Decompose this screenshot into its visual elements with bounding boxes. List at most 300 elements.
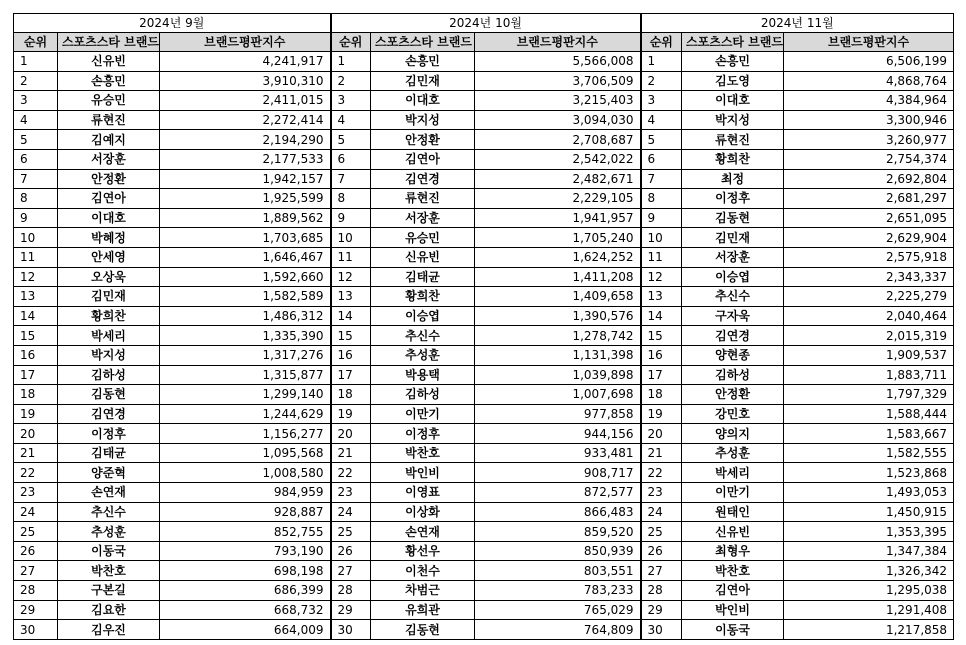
brand-name-cell: 박찬호 xyxy=(682,561,784,581)
rank-cell: 21 xyxy=(14,443,58,463)
brand-name-cell: 추신수 xyxy=(58,502,160,522)
brand-index-cell: 908,717 xyxy=(475,463,641,483)
brand-name-cell: 이정후 xyxy=(58,424,160,444)
brand-index-cell: 1,583,667 xyxy=(784,424,954,444)
brand-index-cell: 4,241,917 xyxy=(160,52,331,72)
rank-cell: 15 xyxy=(14,326,58,346)
brand-name-cell: 박인비 xyxy=(371,463,475,483)
brand-name-cell: 김하성 xyxy=(371,385,475,405)
brand-index-cell: 2,629,904 xyxy=(784,228,954,248)
brand-name-cell: 김민재 xyxy=(682,228,784,248)
table-row xyxy=(14,189,954,209)
brand-name-cell: 양의지 xyxy=(682,424,784,444)
brand-name-cell: 원태인 xyxy=(682,502,784,522)
brand-ranking-sheet xyxy=(13,13,953,640)
rank-cell: 16 xyxy=(331,345,371,365)
rank-cell: 5 xyxy=(641,130,682,150)
ranking-table xyxy=(13,13,954,640)
table-row xyxy=(14,287,954,307)
table-row xyxy=(14,561,954,581)
brand-name-cell: 김연경 xyxy=(371,169,475,189)
brand-header: 스포츠스타 브랜드 xyxy=(371,33,475,52)
rank-cell: 8 xyxy=(14,189,58,209)
brand-index-cell: 1,592,660 xyxy=(160,267,331,287)
rank-cell: 4 xyxy=(14,110,58,130)
table-row xyxy=(14,424,954,444)
rank-cell: 25 xyxy=(14,522,58,542)
brand-index-cell: 1,925,599 xyxy=(160,189,331,209)
rank-cell: 18 xyxy=(14,385,58,405)
table-row xyxy=(14,463,954,483)
rank-cell: 29 xyxy=(331,600,371,620)
rank-cell: 29 xyxy=(14,600,58,620)
rank-cell: 24 xyxy=(641,502,682,522)
table-row xyxy=(14,404,954,424)
rank-cell: 25 xyxy=(641,522,682,542)
brand-name-cell: 박세리 xyxy=(682,463,784,483)
rank-cell: 3 xyxy=(14,91,58,111)
brand-index-cell: 1,156,277 xyxy=(160,424,331,444)
brand-name-cell: 손흥민 xyxy=(682,52,784,72)
brand-index-cell: 1,411,208 xyxy=(475,267,641,287)
brand-index-cell: 2,754,374 xyxy=(784,149,954,169)
brand-name-cell: 김연아 xyxy=(682,581,784,601)
rank-cell: 24 xyxy=(14,502,58,522)
brand-name-cell: 김동현 xyxy=(58,385,160,405)
brand-index-cell: 2,708,687 xyxy=(475,130,641,150)
rank-cell: 4 xyxy=(331,110,371,130)
rank-cell: 27 xyxy=(331,561,371,581)
brand-name-cell: 양준혁 xyxy=(58,463,160,483)
rank-cell: 1 xyxy=(14,52,58,72)
brand-name-cell: 박찬호 xyxy=(58,561,160,581)
brand-index-cell: 2,229,105 xyxy=(475,189,641,209)
brand-index-cell: 944,156 xyxy=(475,424,641,444)
brand-name-cell: 박지성 xyxy=(371,110,475,130)
rank-cell: 30 xyxy=(331,620,371,640)
brand-name-cell: 박지성 xyxy=(682,110,784,130)
table-row xyxy=(14,71,954,91)
brand-name-cell: 이대호 xyxy=(58,208,160,228)
brand-index-cell: 1,797,329 xyxy=(784,385,954,405)
table-row xyxy=(14,267,954,287)
brand-index-cell: 2,272,414 xyxy=(160,110,331,130)
brand-name-cell: 이천수 xyxy=(371,561,475,581)
brand-index-cell: 765,029 xyxy=(475,600,641,620)
rank-cell: 25 xyxy=(331,522,371,542)
brand-name-cell: 박세리 xyxy=(58,326,160,346)
brand-index-cell: 3,260,977 xyxy=(784,130,954,150)
brand-name-cell: 김동현 xyxy=(682,208,784,228)
brand-name-cell: 안정환 xyxy=(58,169,160,189)
brand-index-cell: 698,198 xyxy=(160,561,331,581)
rank-cell: 28 xyxy=(641,581,682,601)
rank-cell: 20 xyxy=(14,424,58,444)
brand-index-cell: 2,575,918 xyxy=(784,247,954,267)
table-row xyxy=(14,247,954,267)
brand-name-cell: 이대호 xyxy=(371,91,475,111)
brand-index-cell: 803,551 xyxy=(475,561,641,581)
brand-index-cell: 852,755 xyxy=(160,522,331,542)
brand-index-cell: 1,624,252 xyxy=(475,247,641,267)
brand-header: 스포츠스타 브랜드 xyxy=(682,33,784,52)
brand-name-cell: 이승엽 xyxy=(682,267,784,287)
brand-index-cell: 793,190 xyxy=(160,541,331,561)
brand-name-cell: 이상화 xyxy=(371,502,475,522)
rank-cell: 15 xyxy=(331,326,371,346)
brand-name-cell: 차범근 xyxy=(371,581,475,601)
brand-name-cell: 김요한 xyxy=(58,600,160,620)
rank-cell: 17 xyxy=(331,365,371,385)
brand-index-cell: 1,883,711 xyxy=(784,365,954,385)
rank-cell: 14 xyxy=(641,306,682,326)
brand-name-cell: 이대호 xyxy=(682,91,784,111)
brand-header: 스포츠스타 브랜드 xyxy=(58,33,160,52)
rank-cell: 22 xyxy=(14,463,58,483)
brand-index-cell: 1,317,276 xyxy=(160,345,331,365)
brand-index-cell: 1,347,384 xyxy=(784,541,954,561)
brand-name-cell: 신유빈 xyxy=(371,247,475,267)
table-row xyxy=(14,600,954,620)
rank-cell: 27 xyxy=(14,561,58,581)
table-row xyxy=(14,345,954,365)
brand-name-cell: 이정후 xyxy=(682,189,784,209)
brand-index-cell: 2,411,015 xyxy=(160,91,331,111)
brand-index-cell: 2,040,464 xyxy=(784,306,954,326)
brand-name-cell: 박인비 xyxy=(682,600,784,620)
brand-index-cell: 2,651,095 xyxy=(784,208,954,228)
brand-index-cell: 859,520 xyxy=(475,522,641,542)
rank-cell: 29 xyxy=(641,600,682,620)
table-row xyxy=(14,169,954,189)
rank-cell: 3 xyxy=(331,91,371,111)
rank-cell: 23 xyxy=(331,483,371,503)
rank-cell: 27 xyxy=(641,561,682,581)
brand-name-cell: 황희찬 xyxy=(682,149,784,169)
brand-name-cell: 김연아 xyxy=(371,149,475,169)
table-row xyxy=(14,228,954,248)
rank-cell: 22 xyxy=(331,463,371,483)
brand-name-cell: 이동국 xyxy=(58,541,160,561)
rank-cell: 20 xyxy=(641,424,682,444)
brand-index-cell: 1,315,877 xyxy=(160,365,331,385)
brand-index-cell: 1,008,580 xyxy=(160,463,331,483)
brand-name-cell: 최형우 xyxy=(682,541,784,561)
brand-index-cell: 5,566,008 xyxy=(475,52,641,72)
rank-cell: 26 xyxy=(331,541,371,561)
brand-index-cell: 3,094,030 xyxy=(475,110,641,130)
brand-index-cell: 872,577 xyxy=(475,483,641,503)
rank-cell: 12 xyxy=(331,267,371,287)
brand-index-cell: 2,177,533 xyxy=(160,149,331,169)
brand-index-cell: 1,941,957 xyxy=(475,208,641,228)
brand-name-cell: 서장훈 xyxy=(58,149,160,169)
rank-cell: 2 xyxy=(331,71,371,91)
brand-name-cell: 강민호 xyxy=(682,404,784,424)
brand-name-cell: 손연재 xyxy=(58,483,160,503)
table-row xyxy=(14,326,954,346)
brand-index-cell: 3,910,310 xyxy=(160,71,331,91)
table-row xyxy=(14,149,954,169)
brand-name-cell: 박용택 xyxy=(371,365,475,385)
rank-cell: 20 xyxy=(331,424,371,444)
rank-cell: 28 xyxy=(331,581,371,601)
rank-cell: 16 xyxy=(14,345,58,365)
rank-cell: 28 xyxy=(14,581,58,601)
rank-cell: 10 xyxy=(641,228,682,248)
brand-index-cell: 1,409,658 xyxy=(475,287,641,307)
month-title-row xyxy=(14,14,954,33)
rank-cell: 22 xyxy=(641,463,682,483)
brand-name-cell: 김우진 xyxy=(58,620,160,640)
brand-name-cell: 추성훈 xyxy=(682,443,784,463)
brand-name-cell: 오상욱 xyxy=(58,267,160,287)
table-row xyxy=(14,306,954,326)
rank-cell: 19 xyxy=(14,404,58,424)
rank-cell: 14 xyxy=(331,306,371,326)
brand-index-cell: 1,217,858 xyxy=(784,620,954,640)
rank-cell: 13 xyxy=(331,287,371,307)
brand-index-cell: 764,809 xyxy=(475,620,641,640)
rank-cell: 18 xyxy=(331,385,371,405)
brand-name-cell: 추신수 xyxy=(371,326,475,346)
brand-index-cell: 866,483 xyxy=(475,502,641,522)
brand-name-cell: 유승민 xyxy=(371,228,475,248)
brand-index-cell: 2,225,279 xyxy=(784,287,954,307)
brand-index-cell: 1,493,053 xyxy=(784,483,954,503)
rank-cell: 7 xyxy=(14,169,58,189)
brand-name-cell: 추성훈 xyxy=(58,522,160,542)
table-row xyxy=(14,208,954,228)
rank-cell: 21 xyxy=(641,443,682,463)
rank-cell: 18 xyxy=(641,385,682,405)
rank-cell: 17 xyxy=(14,365,58,385)
brand-index-cell: 664,009 xyxy=(160,620,331,640)
brand-name-cell: 안정환 xyxy=(682,385,784,405)
rank-cell: 9 xyxy=(14,208,58,228)
brand-name-cell: 류현진 xyxy=(682,130,784,150)
rank-cell: 1 xyxy=(331,52,371,72)
brand-index-cell: 2,343,337 xyxy=(784,267,954,287)
brand-name-cell: 신유빈 xyxy=(682,522,784,542)
table-row xyxy=(14,110,954,130)
table-row xyxy=(14,483,954,503)
rank-cell: 24 xyxy=(331,502,371,522)
table-row xyxy=(14,581,954,601)
brand-name-cell: 이만기 xyxy=(371,404,475,424)
table-row xyxy=(14,385,954,405)
rank-cell: 19 xyxy=(641,404,682,424)
rank-cell: 1 xyxy=(641,52,682,72)
brand-index-cell: 1,095,568 xyxy=(160,443,331,463)
brand-index-cell: 1,588,444 xyxy=(784,404,954,424)
brand-name-cell: 손연재 xyxy=(371,522,475,542)
rank-cell: 3 xyxy=(641,91,682,111)
brand-index-cell: 783,233 xyxy=(475,581,641,601)
brand-name-cell: 김하성 xyxy=(682,365,784,385)
brand-name-cell: 김예지 xyxy=(58,130,160,150)
rank-cell: 10 xyxy=(14,228,58,248)
brand-name-cell: 추성훈 xyxy=(371,345,475,365)
brand-index-cell: 3,300,946 xyxy=(784,110,954,130)
brand-index-cell: 1,039,898 xyxy=(475,365,641,385)
brand-index-cell: 1,326,342 xyxy=(784,561,954,581)
brand-index-cell: 1,244,629 xyxy=(160,404,331,424)
rank-cell: 12 xyxy=(14,267,58,287)
month-title: 2024년 11월 xyxy=(641,14,954,33)
brand-index-cell: 984,959 xyxy=(160,483,331,503)
brand-name-cell: 구자욱 xyxy=(682,306,784,326)
brand-index-cell: 1,007,698 xyxy=(475,385,641,405)
brand-index-cell: 1,705,240 xyxy=(475,228,641,248)
brand-index-cell: 1,942,157 xyxy=(160,169,331,189)
brand-name-cell: 신유빈 xyxy=(58,52,160,72)
brand-name-cell: 최정 xyxy=(682,169,784,189)
brand-index-cell: 1,390,576 xyxy=(475,306,641,326)
rank-cell: 2 xyxy=(14,71,58,91)
brand-index-cell: 928,887 xyxy=(160,502,331,522)
brand-index-cell: 1,486,312 xyxy=(160,306,331,326)
brand-name-cell: 김태균 xyxy=(371,267,475,287)
brand-index-cell: 668,732 xyxy=(160,600,331,620)
brand-name-cell: 안세영 xyxy=(58,247,160,267)
rank-cell: 7 xyxy=(641,169,682,189)
brand-name-cell: 안정환 xyxy=(371,130,475,150)
brand-name-cell: 류현진 xyxy=(58,110,160,130)
rank-cell: 14 xyxy=(14,306,58,326)
rank-cell: 12 xyxy=(641,267,682,287)
brand-name-cell: 유승민 xyxy=(58,91,160,111)
rank-cell: 7 xyxy=(331,169,371,189)
index-header: 브랜드평판지수 xyxy=(160,33,331,52)
brand-index-cell: 1,299,140 xyxy=(160,385,331,405)
rank-cell: 17 xyxy=(641,365,682,385)
brand-name-cell: 김민재 xyxy=(371,71,475,91)
rank-cell: 5 xyxy=(14,130,58,150)
brand-index-cell: 1,703,685 xyxy=(160,228,331,248)
table-row xyxy=(14,52,954,72)
rank-cell: 26 xyxy=(14,541,58,561)
brand-name-cell: 유희관 xyxy=(371,600,475,620)
brand-name-cell: 황희찬 xyxy=(58,306,160,326)
table-row xyxy=(14,541,954,561)
rank-cell: 10 xyxy=(331,228,371,248)
rank-header: 순위 xyxy=(14,33,58,52)
rank-cell: 9 xyxy=(641,208,682,228)
brand-index-cell: 3,706,509 xyxy=(475,71,641,91)
month-title: 2024년 9월 xyxy=(14,14,331,33)
brand-index-cell: 2,015,319 xyxy=(784,326,954,346)
brand-name-cell: 이동국 xyxy=(682,620,784,640)
rank-cell: 9 xyxy=(331,208,371,228)
brand-name-cell: 양현종 xyxy=(682,345,784,365)
brand-index-cell: 1,450,915 xyxy=(784,502,954,522)
brand-index-cell: 686,399 xyxy=(160,581,331,601)
rank-cell: 6 xyxy=(14,149,58,169)
rank-cell: 4 xyxy=(641,110,682,130)
brand-index-cell: 1,523,868 xyxy=(784,463,954,483)
brand-name-cell: 박찬호 xyxy=(371,443,475,463)
rank-cell: 6 xyxy=(641,149,682,169)
brand-index-cell: 2,681,297 xyxy=(784,189,954,209)
brand-name-cell: 손흥민 xyxy=(371,52,475,72)
brand-index-cell: 2,482,671 xyxy=(475,169,641,189)
rank-cell: 13 xyxy=(641,287,682,307)
rank-header: 순위 xyxy=(331,33,371,52)
brand-name-cell: 이정후 xyxy=(371,424,475,444)
brand-name-cell: 손흥민 xyxy=(58,71,160,91)
brand-name-cell: 서장훈 xyxy=(682,247,784,267)
brand-index-cell: 1,295,038 xyxy=(784,581,954,601)
brand-index-cell: 1,909,537 xyxy=(784,345,954,365)
rank-cell: 11 xyxy=(14,247,58,267)
brand-index-cell: 1,582,589 xyxy=(160,287,331,307)
brand-name-cell: 김연경 xyxy=(682,326,784,346)
column-header-row xyxy=(14,33,954,52)
brand-name-cell: 서장훈 xyxy=(371,208,475,228)
brand-name-cell: 김하성 xyxy=(58,365,160,385)
brand-name-cell: 황선우 xyxy=(371,541,475,561)
brand-index-cell: 1,335,390 xyxy=(160,326,331,346)
brand-name-cell: 류현진 xyxy=(371,189,475,209)
brand-name-cell: 김연아 xyxy=(58,189,160,209)
brand-index-cell: 1,291,408 xyxy=(784,600,954,620)
rank-cell: 8 xyxy=(641,189,682,209)
brand-name-cell: 김도영 xyxy=(682,71,784,91)
brand-name-cell: 박지성 xyxy=(58,345,160,365)
rank-cell: 6 xyxy=(331,149,371,169)
month-title: 2024년 10월 xyxy=(331,14,641,33)
table-row xyxy=(14,130,954,150)
rank-cell: 15 xyxy=(641,326,682,346)
brand-index-cell: 1,131,398 xyxy=(475,345,641,365)
table-row xyxy=(14,365,954,385)
rank-cell: 8 xyxy=(331,189,371,209)
brand-index-cell: 933,481 xyxy=(475,443,641,463)
brand-index-cell: 1,582,555 xyxy=(784,443,954,463)
table-row xyxy=(14,502,954,522)
brand-index-cell: 1,353,395 xyxy=(784,522,954,542)
index-header: 브랜드평판지수 xyxy=(475,33,641,52)
brand-index-cell: 1,646,467 xyxy=(160,247,331,267)
brand-index-cell: 3,215,403 xyxy=(475,91,641,111)
brand-index-cell: 1,278,742 xyxy=(475,326,641,346)
brand-index-cell: 6,506,199 xyxy=(784,52,954,72)
rank-cell: 11 xyxy=(641,247,682,267)
table-row xyxy=(14,443,954,463)
table-row xyxy=(14,91,954,111)
table-row xyxy=(14,620,954,640)
brand-index-cell: 1,889,562 xyxy=(160,208,331,228)
rank-cell: 13 xyxy=(14,287,58,307)
rank-cell: 2 xyxy=(641,71,682,91)
brand-name-cell: 김연경 xyxy=(58,404,160,424)
brand-index-cell: 2,194,290 xyxy=(160,130,331,150)
index-header: 브랜드평판지수 xyxy=(784,33,954,52)
table-row xyxy=(14,522,954,542)
rank-cell: 16 xyxy=(641,345,682,365)
rank-cell: 30 xyxy=(14,620,58,640)
rank-cell: 30 xyxy=(641,620,682,640)
brand-name-cell: 박혜정 xyxy=(58,228,160,248)
brand-name-cell: 이승엽 xyxy=(371,306,475,326)
rank-cell: 23 xyxy=(14,483,58,503)
brand-name-cell: 김민재 xyxy=(58,287,160,307)
brand-name-cell: 이만기 xyxy=(682,483,784,503)
rank-cell: 21 xyxy=(331,443,371,463)
brand-index-cell: 850,939 xyxy=(475,541,641,561)
rank-cell: 23 xyxy=(641,483,682,503)
